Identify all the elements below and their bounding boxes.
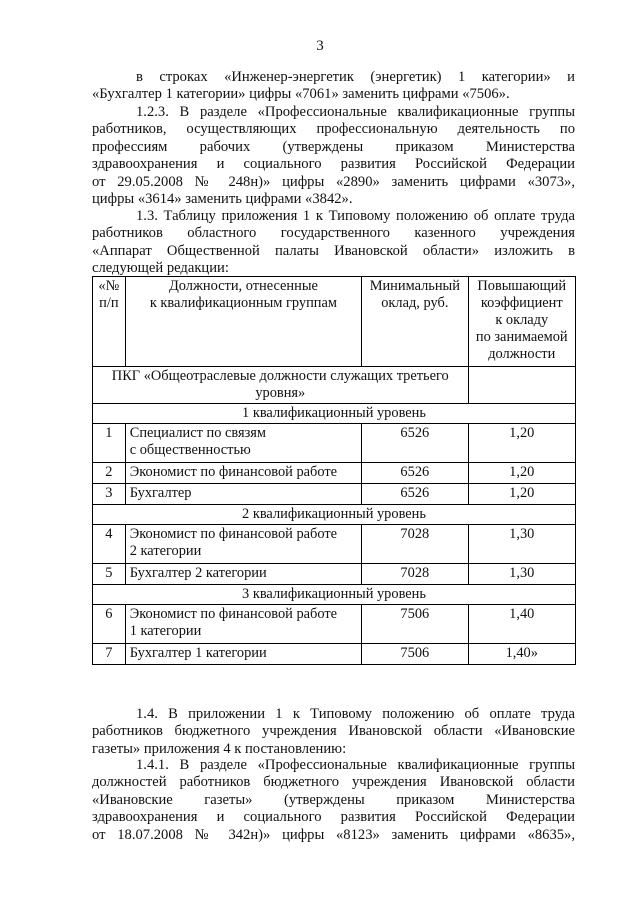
text-line: следующей редакции: <box>92 260 229 277</box>
table-row <box>93 644 576 665</box>
level-row <box>93 404 576 424</box>
row-salary: 7028 <box>362 564 468 585</box>
paragraph-1-2-2-continuation <box>92 69 575 104</box>
row-number: 5 <box>93 564 126 585</box>
table-header-row <box>93 277 576 367</box>
table-row <box>93 463 576 484</box>
row-salary: 6526 <box>362 424 468 463</box>
text-line: профессиям рабочих (утверждены приказом Министерства <box>92 138 575 155</box>
row-position: Специалист по связям с общественностью <box>125 424 361 463</box>
row-number: 4 <box>93 525 126 564</box>
text-line: от 29.05.2008 № 248н)» цифры «2890» заменить цифрами «3073», <box>92 173 575 190</box>
group-empty-cell <box>468 367 575 404</box>
group-title: ПКГ «Общеотраслевые должности служащих третьего уровня» <box>93 367 469 404</box>
text-line: от 18.07.2008 № 342н)» цифры «8123» заменить цифрами «8635», <box>92 826 575 843</box>
text-line: здравоохранения и социального развития Российской Федерации <box>92 156 575 173</box>
text-line: работников, осуществляющих профессиональную деятельность по <box>92 121 575 138</box>
table-row <box>93 564 576 585</box>
header-coefficient: Повышающий коэффициент к окладу по занимаемой должности <box>468 277 575 367</box>
text-line: работников областного государственного казенного учреждения <box>92 225 575 242</box>
header-number: «№ п/п <box>93 277 126 367</box>
table-row <box>93 605 576 644</box>
row-coefficient: 1,20 <box>468 484 575 505</box>
text-line: «Аппарат Общественной палаты Ивановской области» изложить в <box>92 242 575 259</box>
row-coefficient: 1,30 <box>468 525 575 564</box>
row-number: 3 <box>93 484 126 505</box>
row-number: 6 <box>93 605 126 644</box>
row-number: 7 <box>93 644 126 665</box>
text-line: здравоохранения и социального развития Российской Федерации <box>92 809 575 826</box>
table-row <box>93 525 576 564</box>
row-position: Экономист по финансовой работе 2 категории <box>125 525 361 564</box>
paragraph-1-4 <box>92 706 575 758</box>
row-number: 2 <box>93 463 126 484</box>
row-salary: 7506 <box>362 644 468 665</box>
row-coefficient: 1,40» <box>468 644 575 665</box>
table-row <box>93 484 576 505</box>
text-line: «Ивановские газеты» (утверждены приказом Министерства <box>92 791 575 808</box>
row-position: Бухгалтер 1 категории <box>125 644 361 665</box>
row-salary: 6526 <box>362 463 468 484</box>
row-coefficient: 1,20 <box>468 463 575 484</box>
text-line: 1.4. В приложении 1 к Типовому положению об оплате труда <box>136 706 575 722</box>
row-position: Экономист по финансовой работе <box>125 463 361 484</box>
header-position: Должности, отнесенные к квалификационным группам <box>125 277 361 367</box>
row-position: Бухгалтер 2 категории <box>125 564 361 585</box>
salary-table <box>92 276 576 665</box>
row-number: 1 <box>93 424 126 463</box>
row-salary: 7028 <box>362 525 468 564</box>
row-position: Экономист по финансовой работе 1 категории <box>125 605 361 644</box>
level-title: 3 квалификационный уровень <box>93 585 576 605</box>
header-min-salary: Минимальный оклад, руб. <box>362 277 468 367</box>
paragraph-1-3 <box>92 208 575 278</box>
row-coefficient: 1,20 <box>468 424 575 463</box>
row-coefficient: 1,30 <box>468 564 575 585</box>
text-line: 1.2.3. В разделе «Профессиональные квалификационные группы <box>136 104 575 120</box>
text-line: «Бухгалтер 1 категории» цифры «7061» заменить цифрами «7506». <box>92 86 510 103</box>
level-row <box>93 505 576 525</box>
text-line: газеты» приложения 4 к постановлению: <box>92 740 347 757</box>
text-line: 1.3. Таблицу приложения 1 к Типовому положению об оплате труда <box>136 208 575 224</box>
text-line: цифры «3614» заменить цифрами «3842». <box>92 191 353 208</box>
paragraph-1-2-3 <box>92 104 575 208</box>
paragraph-1-4-1 <box>92 757 575 844</box>
level-title: 2 квалификационный уровень <box>93 505 576 525</box>
text-line: должностей работников бюджетного учреждения Ивановской области <box>92 774 575 791</box>
group-row <box>93 367 576 404</box>
row-salary: 7506 <box>362 605 468 644</box>
table-row <box>93 424 576 463</box>
level-title: 1 квалификационный уровень <box>93 404 576 424</box>
text-line: в строках «Инженер-энергетик (энергетик) 1 категории» и <box>136 69 575 85</box>
level-row <box>93 585 576 605</box>
row-position: Бухгалтер <box>125 484 361 505</box>
row-salary: 6526 <box>362 484 468 505</box>
text-line: работников бюджетного учреждения Ивановской области «Ивановские <box>92 723 575 740</box>
page-number: 3 <box>316 38 324 54</box>
text-line: 1.4.1. В разделе «Профессиональные квалификационные группы <box>136 757 575 773</box>
row-coefficient: 1,40 <box>468 605 575 644</box>
